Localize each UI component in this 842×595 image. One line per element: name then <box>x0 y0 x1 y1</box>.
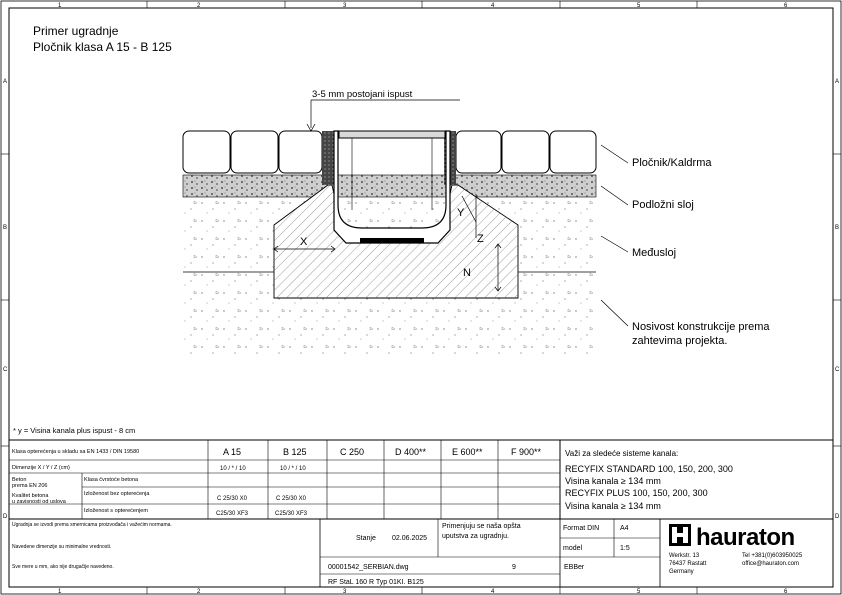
company-address-3: Germany <box>669 569 694 575</box>
dims-row-label: Dimenzije X / Y / Z (cm) <box>12 465 70 471</box>
concrete-base-1: Kvalitet betona <box>12 493 49 499</box>
cross-section <box>183 89 770 354</box>
col-number: 2 <box>197 3 201 9</box>
system-line-3: RECYFIX PLUS 100, 150, 200, 300 <box>565 488 708 498</box>
company-address-2: 76437 Rastatt <box>669 561 707 567</box>
gap-label: 3-5 mm postojani ispust <box>312 89 413 100</box>
remark-line-2: uputstva za ugradnju. <box>442 533 509 540</box>
row-letter: D <box>3 514 8 520</box>
systems-title: Važi za sledeće sisteme kanala: <box>565 449 679 458</box>
concrete-row2-a15: C25/30 XF3 <box>216 511 249 517</box>
class-a15: A 15 <box>223 447 242 457</box>
callout-intermediate: Međusloj <box>632 247 677 259</box>
company-logo-text: hauraton <box>696 524 795 551</box>
concrete-row1-a15: C 25/30 X0 <box>217 496 248 502</box>
col-number: 2 <box>197 589 201 595</box>
grating <box>339 131 445 138</box>
col-number: 3 <box>343 589 347 595</box>
dim-y-label: Y <box>457 207 465 219</box>
model-value: 1:5 <box>620 545 630 552</box>
tb-note-2: Navedene dimenzije su minimalne vrednosti. <box>12 544 112 550</box>
class-f900: F 900** <box>511 447 542 457</box>
callout-bedding: Podložni sloj <box>632 199 694 211</box>
concrete-row2-label: Izloženost s opterećenjem <box>84 508 148 514</box>
col-number: 3 <box>343 3 347 9</box>
dims-b125: 10 / * / 10 <box>280 466 306 472</box>
company-tel: Tel +381(0)603950025 <box>742 553 803 559</box>
drawing-number: 00001542_SERBIAN.dwg <box>328 564 409 571</box>
concrete-left-2: prema EN 206 <box>12 483 48 489</box>
hauraton-logo <box>669 524 795 551</box>
row-letter: A <box>835 79 840 85</box>
row-letter: B <box>3 225 8 231</box>
row-letter: B <box>835 225 840 231</box>
col-number: 6 <box>784 3 788 9</box>
col-number: 1 <box>58 3 62 9</box>
concrete-base-2: u zavisnosti od uslova <box>12 499 66 505</box>
format-value: A4 <box>620 525 629 532</box>
format-label: Format DIN <box>563 525 600 532</box>
tb-note-1: Ugradnja se izvodi prema smernicama proizvođača i važećim normama. <box>12 522 172 528</box>
col-number: 5 <box>637 3 641 9</box>
row-letter: D <box>835 514 840 520</box>
drawing-subtitle: Pločnik klasa A 15 - B 125 <box>33 40 172 54</box>
system-line-1: RECYFIX STANDARD 100, 150, 200, 300 <box>565 464 733 474</box>
bedding-layer <box>183 175 596 197</box>
concrete-row1-b125: C 25/30 X0 <box>276 496 307 502</box>
dim-z-label: Z <box>477 233 484 245</box>
col-number: 6 <box>784 589 788 595</box>
tb-note-3: Sve mere u mm, ako nije drugačije navedeno. <box>12 564 114 570</box>
system-line-4: Visina kanala ≥ 134 mm <box>565 501 661 511</box>
dims-a15: 10 / * / 10 <box>220 466 246 472</box>
row-letter: A <box>3 79 8 85</box>
class-b125: B 125 <box>283 447 307 457</box>
system-line-2: Visina kanala ≥ 134 mm <box>565 476 661 486</box>
class-c250: C 250 <box>340 447 365 457</box>
title-code: RF StaL 160 R Typ 01KI. B125 <box>328 579 424 586</box>
stanje-label: Stanje <box>356 535 376 542</box>
col-number: 4 <box>491 589 495 595</box>
row-letter: C <box>3 367 8 373</box>
sheet-lang: EBBer <box>564 564 585 571</box>
col-number: 5 <box>637 589 641 595</box>
drawing-title: Primer ugradnje <box>33 24 119 38</box>
concrete-left-1: Beton <box>12 477 27 483</box>
callout-subgrade-line1: Nosivost konstrukcije prema <box>632 321 770 333</box>
row-letter: C <box>835 367 840 373</box>
model-label: model <box>563 545 583 552</box>
class-row-label: Klasa opterećenja u skladu sa EN 1433 / DIN 19580 <box>12 449 140 455</box>
remark-line-1: Primenjuju se naša opšta <box>442 523 521 530</box>
stanje-date: 02.06.2025 <box>392 535 428 542</box>
company-email: office@hauraton.com <box>742 561 800 567</box>
dim-x-label: X <box>300 236 308 248</box>
col-number: 1 <box>58 589 62 595</box>
concrete-row2-b125: C25/30 XF3 <box>275 511 308 517</box>
concrete-grade-label: Klasa čvrstoće betona <box>84 477 139 483</box>
callout-paving: Pločnik/Kaldrma <box>632 157 712 169</box>
footnote: * y = Visina kanala plus ispust - 8 cm <box>13 426 136 435</box>
company-address-1: Werkstr. 13 <box>669 553 700 559</box>
class-e600: E 600** <box>452 447 483 457</box>
dim-n-label: N <box>463 267 471 279</box>
callout-subgrade-line2: zahtevima projekta. <box>632 335 728 347</box>
class-d400: D 400** <box>395 447 427 457</box>
col-number: 4 <box>491 3 495 9</box>
concrete-row1-label: Izloženost bez opterećenja <box>84 491 150 497</box>
sheet-number: 9 <box>512 564 516 571</box>
